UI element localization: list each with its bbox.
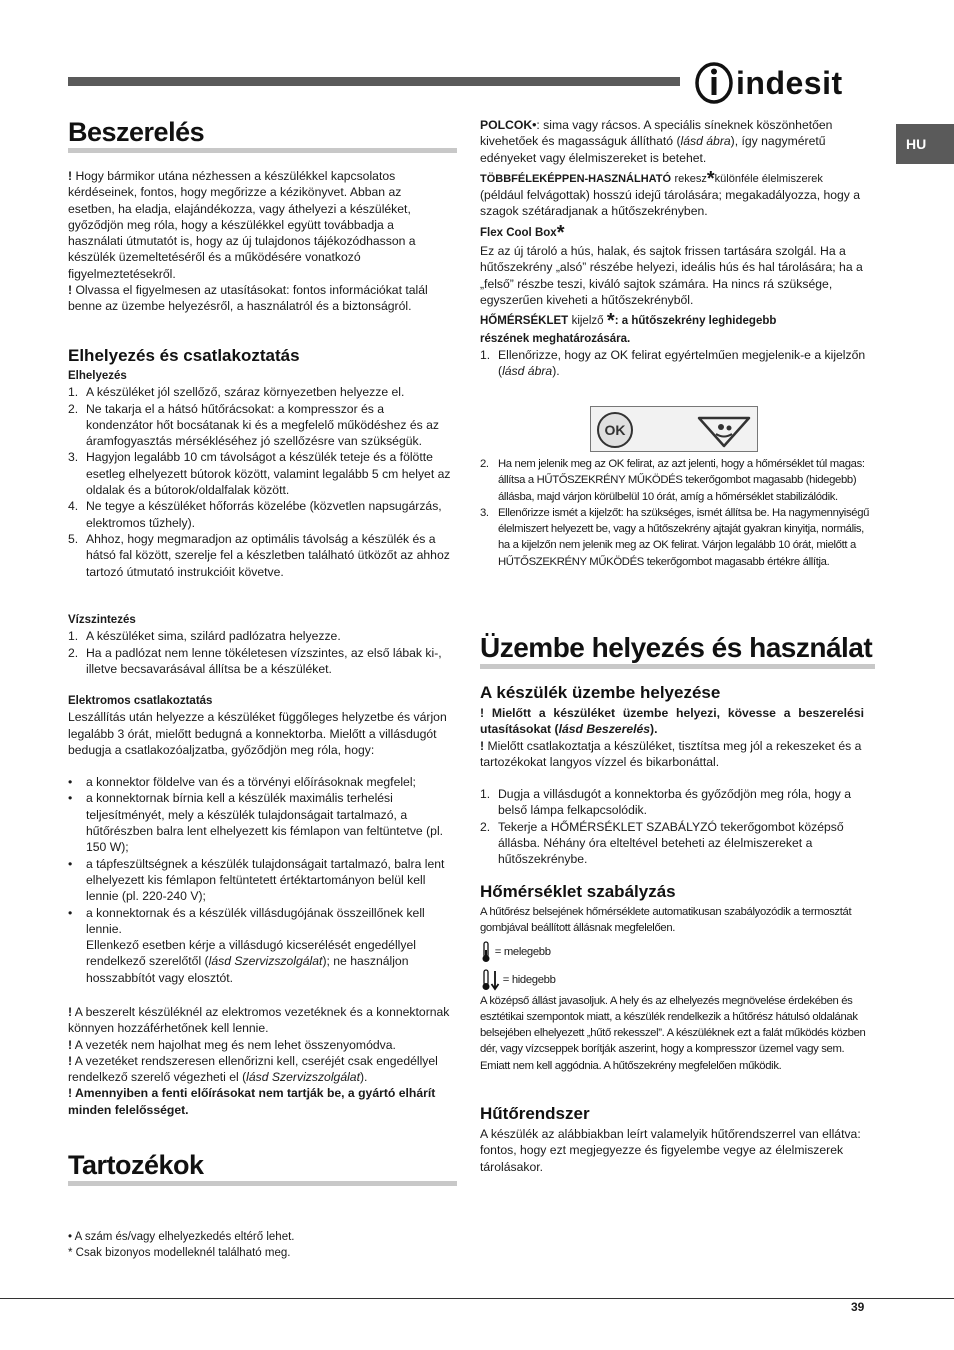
warnings-section: ! A beszerelt készüléknél az elektromos vezetéknek és a konnektornak könnyen hozzáférhetőnek kell lennie. ! A vezeték nem hajolhat meg és nem lehet összenyomódva. ! A vezetéket rendszeresen ellenőrizni kell, cseréjét csak engedéllyel rendelkező szerelő végezheti el (lásd Szervizszolgálat). ! Amennyiben a fenti előírásokat nem tartják be, a gyártó elhárít minden felelősséget.	[68, 1004, 458, 1118]
list-item: 5. Ahhoz, hogy megmaradjon az optimális távolság a készülék és a hátsó fal között, szerelje fel a készletben található ütközőt az ahhoz tartozó útmutató instrukcióit követve.	[68, 531, 450, 579]
warning-bold: ! Amennyiben a fenti előírásokat nem tartják be, a gyártó elhárít minden felelősséget.	[68, 1086, 436, 1117]
leveling-section	[68, 612, 454, 677]
cooling-section	[480, 1126, 864, 1175]
cooling-heading: Hűtőrendszer	[480, 1104, 590, 1123]
startup-heading: A készülék üzembe helyezése	[480, 683, 721, 702]
thermometer-cold-icon	[480, 969, 500, 991]
thermometer-warm-icon	[480, 941, 492, 963]
title-use: Üzembe helyezés és használat	[480, 632, 873, 663]
flex-text: Ez az új tároló a hús, halak, és sajtok frissen tartására szolgál. Ha a hűtőszekrény „alsó” részébe helyezi, ideális hús és hal tárolására; ha a „felső” részbe teszi, kiváló sajtok számára. Ha nincs rá szüksége, egyszerűen kiveheti a hűtőszekrényből.	[480, 244, 863, 307]
title-install: Beszerelés	[68, 117, 205, 147]
warning-mark: !	[68, 169, 73, 183]
footnote: • A szám és/vagy elhelyezkedés eltérő lehet.	[68, 1231, 295, 1243]
thermo-text: A hűtőrész belsejének hőmérséklete automatikusan szabályozódik a termosztát gombjával beállított állásnak megfelelően.	[480, 906, 852, 935]
footnote: * Csak bizonyos modelleknél található meg.	[68, 1247, 291, 1259]
flex-label: Flex Cool Box	[480, 226, 557, 239]
list-item: 1. Ellenőrizze, hogy az OK felirat egyértelműen megjelenik-e a kijelzőn (lásd ábra).	[480, 347, 866, 379]
brand-name: indesit	[736, 65, 843, 101]
list-item: 2. Ha a padlózat nem lenne tökéletesen vízszintes, az első lábak ki-, illetve becsavarásával állítsa be a készüléket.	[68, 645, 442, 676]
electric-subheading: Elektromos csatlakoztatás	[68, 695, 213, 707]
rule-install	[68, 148, 457, 153]
ok-display-icon	[591, 407, 759, 453]
ok-indicator-figure	[590, 406, 758, 452]
list-item: 3. Hagyjon legalább 10 cm távolságot a készülék teteje és a fölötte esetleg elhelyezett bútorok között, valamint legalább 5 cm helyet az oldalak és a bútorok/oldalfalak között.	[68, 450, 451, 498]
polcok-label: POLCOK•	[480, 118, 537, 132]
intro-paragraph: Olvassa el figyelmesen az utasításokat: fontos információkat talál benne az üzembe helyezésről, a használatról és a biztonságról.	[68, 283, 428, 314]
leveling-subheading: Vízszintezés	[68, 614, 136, 626]
brand-logo	[694, 60, 869, 106]
electric-section	[68, 693, 452, 986]
startup-section: ! Mielőtt a készüléket üzembe helyezi, kövesse a beszerelési utasításokat (lásd Beszerelés). ! Mielőtt csatlakoztatja a készüléket, tisztítsa meg jól a rekeszeket és a tartozékokat langyos vízzel és bikarbonáttal. 1. Dugja a villásdugót a konnektorba és győződjön meg róla, hogy a belső lámpa felkapcsolódik. 2. Tekerje a HŐMÉRSÉKLET SZABÁLYZÓ tekerőgombot középső állásba. Néhány óra elteltével beteheti az élelmiszereket a hűtőszekrénybe.	[480, 706, 864, 867]
thermo-text-2: A középső állást javasoljuk. A hely és az elhelyezés megnövelése érdekében és esztétikai szempontok miatt, a készülék rendelkezik a hűtőrész hátulsó oldalának belsejében elhelyezett „hűtő rekesszel”. A készüléknek ezt a falát működés közben dér, vagy vízcseppek borítják aszerint, hogy a kompresszor üzemel vagy sem. Emiatt nem kell aggódnia. A hűtőszekrény megfelelően működik.	[480, 994, 866, 1072]
bullet-item: • a konnektor földelve van és a törvényi előírásoknak megfelel;	[68, 775, 416, 790]
language-tab: HU	[896, 124, 954, 164]
electric-intro: Leszállítás után helyezze a készüléket függőleges helyzetbe és várjon legalább 3 órát, mielőtt bedugná a konnektorba. Mielőtt a villásdugót bedugja a csatlakozóaljzatba, győződjön meg róla, hogy:	[68, 710, 447, 757]
bullet-item: • a konnektornak bírnia kell a készülék maximális terhelési teljesítményét, mely a készülék tulajdonságait tartalmazó, a hűtőrészben balra lent elhelyezett kis fémlapon van feltüntetve (pl. 150 W);	[68, 791, 444, 855]
list-item: 1. A készüléket jól szellőző, száraz környezetben helyezze el.	[68, 385, 405, 400]
rule-use	[480, 664, 875, 669]
bullet-item: • a tápfeszültségnek a készülék tulajdonságait tartalmazó, balra lent elhelyezett kis fémlapon feltüntetett értéktartományon belül kell lennie (pl. 220-240 V);	[68, 856, 445, 904]
list-item: 1. Dugja a villásdugót a konnektorba és győződjön meg róla, hogy a belső lámpa felkapcsolódik.	[480, 787, 851, 818]
thermo-heading: Hőmérséklet szabályzás	[480, 882, 676, 901]
page-number: 39	[851, 1300, 865, 1314]
placement-section	[68, 368, 454, 580]
list-item: 2. Ne takarja el a hátsó hűtőrácsokat: a kompresszor és a kondenzátor hőt bocsátanak ki és a megfelelő működéshez és az áramfogyasztás mérsékléséhez jó szellőzésre van szükségük.	[68, 401, 439, 449]
install-intro	[68, 168, 438, 315]
indesit-i-icon	[694, 60, 734, 106]
list-item: 2. Tekerje a HŐMÉRSÉKLET SZABÁLYZÓ tekerőgombot középső állásba. Néhány óra elteltével beteheti az élelmiszereket a hűtőszekrénybe.	[480, 819, 844, 867]
thermo-section: A hűtőrész belsejének hőmérséklete automatikusan szabályozódik a termosztát gombjával beállított állásnak megfelelően. = melegebb = hidegebb A középső állást javasoljuk. A hely és az elhelyezés megnövelése érdekében és esztétikai szempontok miatt, a készülék rendelkezik a hűtőrész hátulsó oldalának belsejében elhelyezett „hűtő rekesszel”. A készüléknek ezt a falát működés közben dér, vagy vízcseppek borítják aszerint, hogy a kompresszor üzemel vagy sem. Emiatt nem kell aggódnia. A hűtőszekrény megfelelően működik.	[480, 904, 872, 1074]
list-item: 4. Ne tegye a készüléket hőforrás közelébe (közvetlen napsugárzás, elektromos tűzhely).	[68, 499, 442, 530]
placement-subheading: Elhelyezés	[68, 370, 127, 382]
list-item: 1. A készüléket sima, szilárd padlózatra helyezze.	[68, 629, 341, 644]
title-accessories: Tartozékok	[68, 1150, 204, 1180]
temp-label: HŐMÉRSÉKLET	[480, 315, 569, 328]
temp-steps	[480, 456, 872, 570]
svg-text:OK: OK	[604, 422, 626, 438]
rule-accessories	[68, 1181, 457, 1186]
footer-rule	[0, 1298, 954, 1299]
bullet-item: • a konnektornak és a készülék villásdugójának összeillőnek kell lennie. Ellenkező esetben kérje a villásdugó kicserélését engedéllyel rendelkező szerelőtől (lásd Szervizszolgálat); ne használjon hosszabbítót vagy elosztót.	[68, 905, 425, 985]
features-section: POLCOK•: sima vagy rácsos. A speciális síneknek köszönhetően kivehetőek és magasságuk állítható (lásd ábra), így nagyméretű edényeket vagy élelmiszereket is betehet. TÖBBFÉLEKÉPPEN-HASZNÁLHATÓ rekesz*különféle élelmiszerek (például felvágottak) hosszú idejű tárolására; megakadályozza, hogy a szagok szétáradjanak a hűtőszekrényben. Flex Cool Box* Ez az új tároló a hús, halak, és sajtok frissen tartására szolgál. Ha a hűtőszekrény „alsó” részébe helyezi, ideális hús és hal tárolására; ha a „felső” részbe teszi, kiváló sajtok számára. Ha nincs rá szüksége, egyszerűen kiveheti a hűtőszekrényből. HŐMÉRSÉKLET kijelző *: a hűtőszekrény leghidegebb részének meghatározására. 1. Ellenőrizze, hogy az OK felirat egyértelműen megjelenik-e a kijelzőn (lásd ábra).	[480, 117, 872, 379]
list-item: 2. Ha nem jelenik meg az OK felirat, az azt jelenti, hogy a hőmérséklet túl magas: állítsa a HŰTŐSZEKRÉNY MŰKÖDÉS tekerőgombot magasabb (hidegebb) állásba, majd várjon körülbelül 10 órát, amíg a hőmérséklet stabilizálódik.	[480, 458, 865, 503]
list-item: 3. Ellenőrizze ismét a kijelzőt: ha szükséges, ismét állítsa be. Ha nagymennyiségű élelmiszert helyezett be, vagy a hűtőszekrény ajtaját gyakran kinyitja, normális, ha a kijelzőn nem jelenik meg az OK felirat. Várjon legalább 10 órát, mielőtt a HŰTŐSZEKRÉNY MŰKÖDÉS tekerőgombot magasabb értékre állítja.	[480, 506, 870, 568]
header-bar	[68, 77, 680, 86]
intro-paragraph: Hogy bármikor utána nézhessen a készülékkel kapcsolatos kérdéseinek, fontos, hogy megőrizze a kézikönyvet. Abban az esetben, ha eladja, elajándékozza, vagy áthelyezi a készüléket, győződjön meg róla, hogy a készülékkel együtt továbbadja a használati útmutatót is, hogy az új tulajdonos tájékozódhasson a készülék üzemeltetéséről és a működésére vonatkozó figyelmeztetésekről.	[68, 169, 416, 281]
footnotes	[68, 1229, 448, 1261]
placement-heading: Elhelyezés és csatlakoztatás	[68, 346, 300, 365]
multi-label: TÖBBFÉLEKÉPPEN-HASZNÁLHATÓ	[480, 172, 672, 185]
warning-mark: !	[68, 283, 73, 298]
cooling-text: A készülék az alábbiakban leírt valamelyik hűtőrendszerrel van ellátva: fontos, hogy ezt megjegyezze és figyelembe vegye az élelmiszerek tárolásakor.	[480, 1127, 861, 1174]
